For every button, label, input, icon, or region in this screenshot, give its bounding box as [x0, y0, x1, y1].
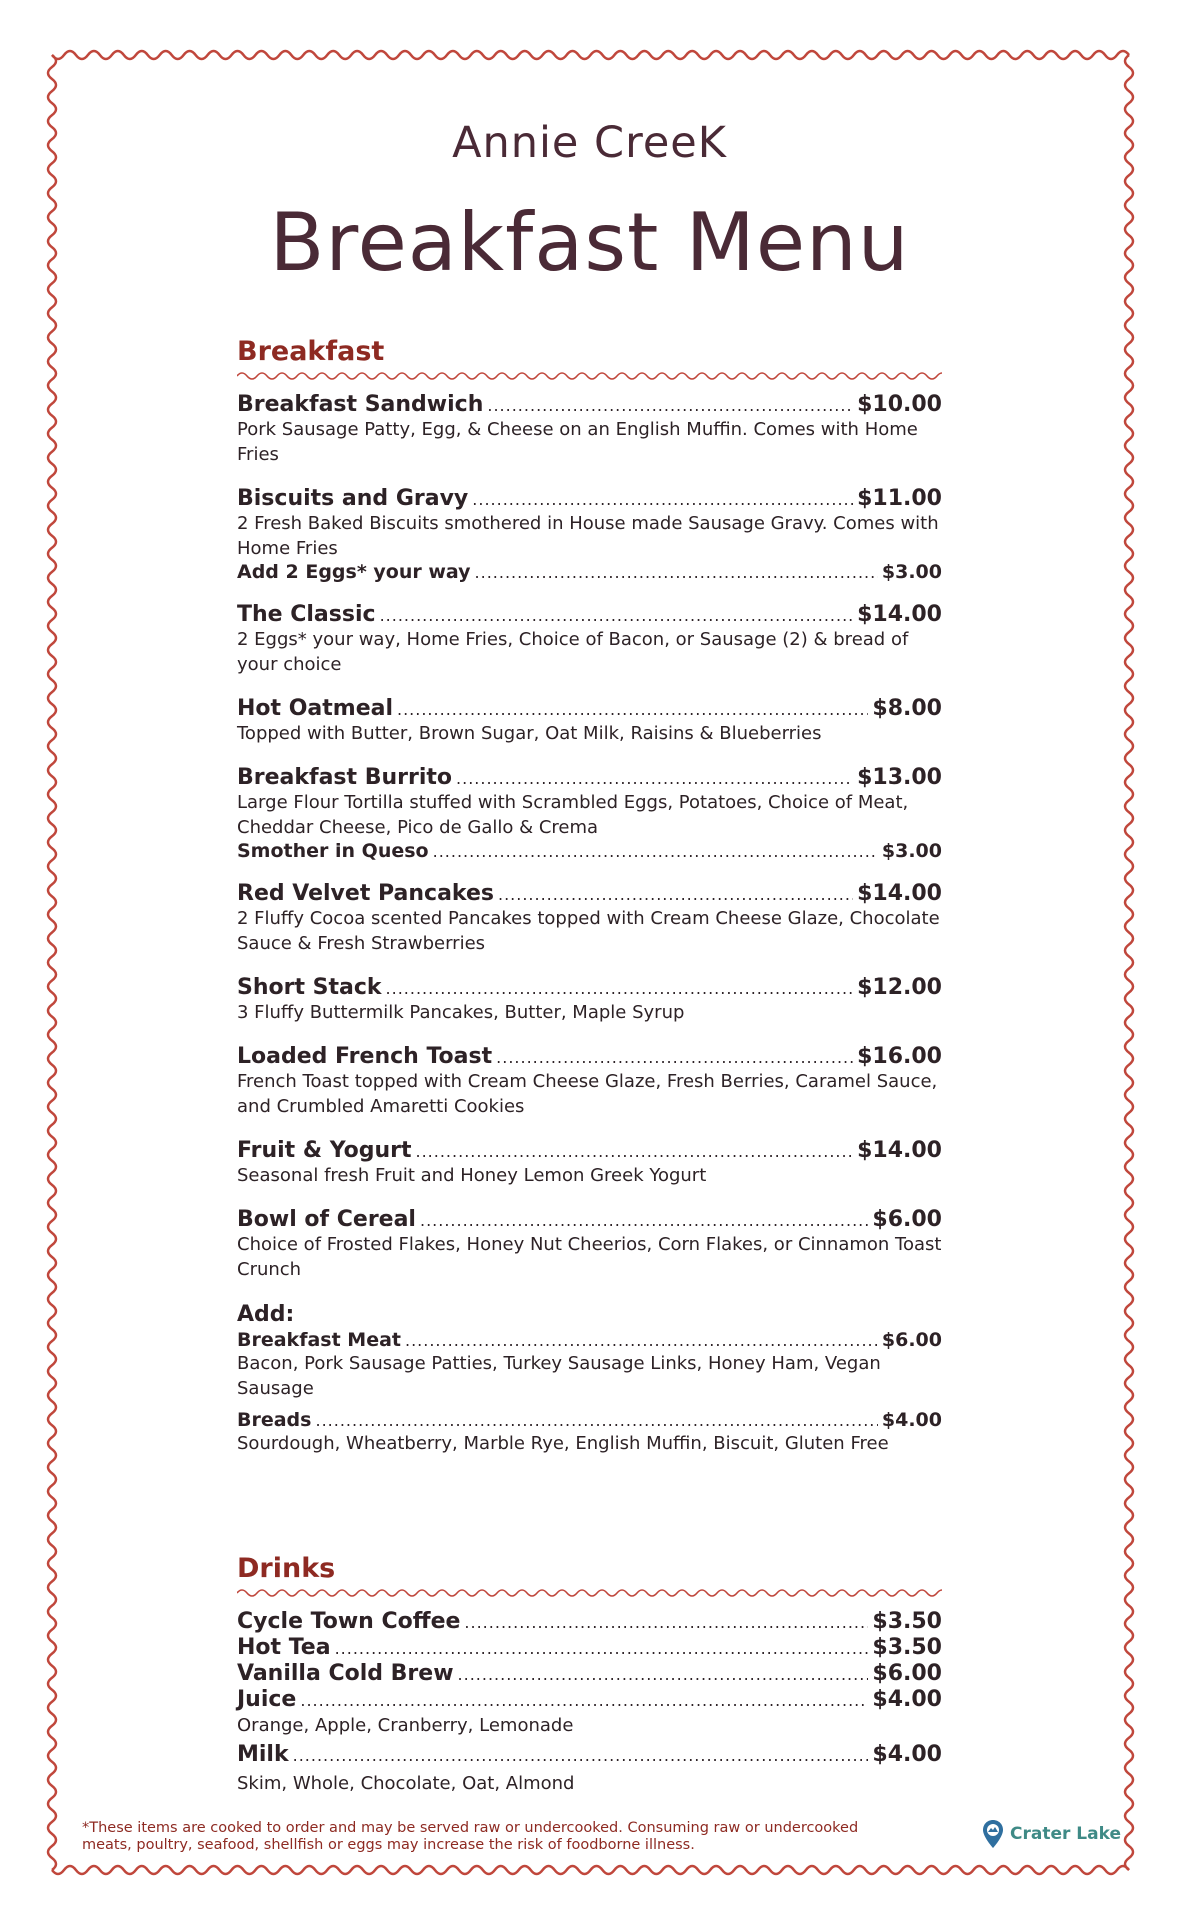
- item-price: $13.00: [857, 765, 942, 790]
- item-name: Breakfast Burrito: [237, 765, 453, 790]
- menu-item: [237, 881, 942, 956]
- item-description: 2 Eggs* your way, Home Fries, Choice of Bacon, or Sausage (2) & bread of your choice: [237, 629, 909, 675]
- menu-item: [237, 765, 942, 862]
- item-price: $8.00: [872, 696, 942, 721]
- menu-item: [237, 975, 942, 1025]
- item-description: 2 Fluffy Cocoa scented Pancakes topped with Cream Cheese Glaze, Chocolate Sauce & Fresh Strawberries: [237, 908, 940, 954]
- section-heading-drinks: Drinks: [237, 1553, 336, 1584]
- addon-name: Breads: [237, 1409, 312, 1431]
- drink-price: $6.00: [872, 1661, 942, 1686]
- drink-price: $3.50: [872, 1635, 942, 1660]
- drink-description: Orange, Apple, Cranberry, Lemonade: [237, 1715, 574, 1736]
- drink-name: Cycle Town Coffee: [237, 1609, 461, 1634]
- breakfast-section: [237, 336, 942, 1475]
- item-price: $11.00: [857, 486, 942, 511]
- item-name: Breakfast Sandwich: [237, 392, 484, 417]
- item-description: Choice of Frosted Flakes, Honey Nut Cheerios, Corn Flakes, or Cinnamon Toast Crunch: [237, 1234, 942, 1280]
- drink-name: Juice: [237, 1687, 297, 1712]
- drink-description: Skim, Whole, Chocolate, Oat, Almond: [237, 1773, 575, 1794]
- item-name: Red Velvet Pancakes: [237, 881, 494, 906]
- item-price: $10.00: [857, 392, 942, 417]
- drink-item: [237, 1609, 942, 1634]
- menu-item: [237, 392, 942, 467]
- logo-text: Crater Lake: [1010, 1824, 1121, 1844]
- addon-name: Add 2 Eggs* your way: [237, 561, 471, 583]
- addon-name: Smother in Queso: [237, 840, 429, 862]
- drink-item: [237, 1635, 942, 1660]
- item-name: Bowl of Cereal: [237, 1207, 416, 1232]
- map-pin-icon: [982, 1819, 1004, 1849]
- item-name: Short Stack: [237, 975, 382, 1000]
- drink-name: Vanilla Cold Brew: [237, 1661, 454, 1686]
- add-ons: [237, 1301, 942, 1456]
- food-safety-footnote: *These items are cooked to order and may be served raw or undercooked. Consuming raw or undercooked meats, poultry, seafood, shellfish or eggs may increase the risk of foodborne illness.: [82, 1820, 859, 1853]
- section-heading-breakfast: Breakfast: [237, 336, 385, 367]
- menu-item: [237, 1138, 942, 1188]
- crater-lake-logo: [982, 1819, 1121, 1849]
- addon-name: Breakfast Meat: [237, 1329, 401, 1351]
- drink-price: $3.50: [872, 1609, 942, 1634]
- drink-item: [237, 1661, 942, 1686]
- drinks-section: [237, 1553, 942, 1796]
- drink-price: $4.00: [872, 1687, 942, 1712]
- section-divider: [237, 1587, 942, 1599]
- item-price: $14.00: [857, 881, 942, 906]
- item-price: $14.00: [857, 1138, 942, 1163]
- addon-description: Sourdough, Wheatberry, Marble Rye, English Muffin, Biscuit, Gluten Free: [237, 1433, 889, 1454]
- item-description: 2 Fresh Baked Biscuits smothered in House made Sausage Gravy. Comes with Home Fries: [237, 513, 939, 559]
- drink-name: Hot Tea: [237, 1635, 331, 1660]
- item-description: Large Flour Tortilla stuffed with Scrambled Eggs, Potatoes, Choice of Meat, Cheddar Cheese, Pico de Gallo & Crema: [237, 792, 909, 838]
- menu-item: [237, 696, 942, 746]
- item-price: $14.00: [857, 602, 942, 627]
- menu-item: [237, 1044, 942, 1119]
- item-price: $16.00: [857, 1044, 942, 1069]
- item-name: Biscuits and Gravy: [237, 486, 469, 511]
- addon-price: $4.00: [881, 1409, 942, 1431]
- drink-item: [237, 1687, 942, 1712]
- restaurant-name: Annie CreeK: [452, 118, 727, 168]
- item-price: $6.00: [872, 1207, 942, 1232]
- item-description: Topped with Butter, Brown Sugar, Oat Milk, Raisins & Blueberries: [237, 723, 822, 744]
- menu-item: [237, 1207, 942, 1282]
- addon-price: $3.00: [881, 561, 942, 583]
- menu-item: [237, 486, 942, 583]
- menu-item: [237, 602, 942, 677]
- item-name: The Classic: [237, 602, 376, 627]
- addon-price: $3.00: [881, 840, 942, 862]
- addon-price: $6.00: [881, 1329, 942, 1351]
- drink-price: $4.00: [872, 1742, 942, 1767]
- item-description: Pork Sausage Patty, Egg, & Cheese on an English Muffin. Comes with Home Fries: [237, 419, 918, 465]
- item-description: French Toast topped with Cream Cheese Glaze, Fresh Berries, Caramel Sauce, and Crumbled Amaretti Cookies: [237, 1071, 938, 1117]
- item-name: Hot Oatmeal: [237, 696, 393, 721]
- item-name: Fruit & Yogurt: [237, 1138, 412, 1163]
- item-description: 3 Fluffy Buttermilk Pancakes, Butter, Maple Syrup: [237, 1002, 685, 1023]
- section-divider: [237, 370, 942, 382]
- addon-description: Bacon, Pork Sausage Patties, Turkey Sausage Links, Honey Ham, Vegan Sausage: [237, 1353, 881, 1399]
- page-title: Breakfast Menu: [269, 196, 910, 289]
- item-name: Loaded French Toast: [237, 1044, 493, 1069]
- drink-item: [237, 1742, 942, 1767]
- drink-name: Milk: [237, 1742, 289, 1767]
- item-description: Seasonal fresh Fruit and Honey Lemon Greek Yogurt: [237, 1165, 707, 1186]
- add-label: Add:: [237, 1302, 295, 1327]
- item-price: $12.00: [857, 975, 942, 1000]
